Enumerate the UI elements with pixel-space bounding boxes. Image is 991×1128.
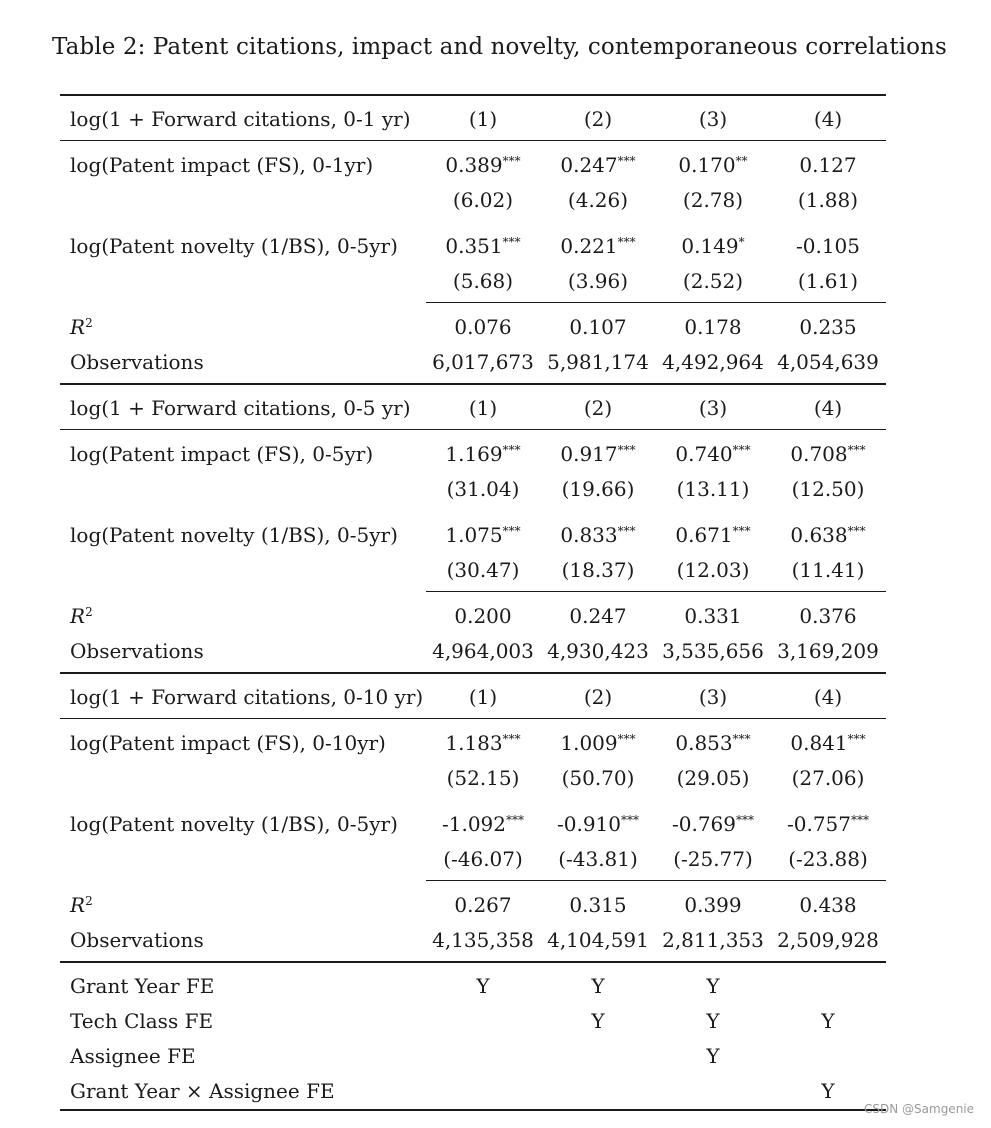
row-label: log(Patent impact (FS), 0-10yr): [70, 731, 386, 755]
coefficient: [768, 522, 888, 548]
t-statistic: (1.88): [797, 188, 859, 212]
fixed-effect-mark: Y: [591, 1009, 605, 1033]
panel-top-rule: [60, 383, 886, 385]
r-squared-value: 0.200: [454, 604, 512, 628]
fixed-effect-mark: Y: [476, 974, 490, 998]
significance-stars: ***: [847, 524, 866, 538]
coefficient: [653, 522, 773, 548]
coefficient: [423, 730, 543, 756]
significance-stars: ***: [851, 813, 869, 827]
column-header: (4): [813, 107, 843, 131]
column-header: (3): [698, 396, 728, 420]
t-statistic: (12.03): [676, 558, 750, 582]
fixed-effect-label: Tech Class FE: [70, 1009, 214, 1033]
header-rule: [60, 429, 886, 430]
coefficient-value: -0.105: [795, 234, 860, 258]
panel-header: log(1 + Forward citations, 0-5 yr): [70, 396, 411, 420]
t-statistic: (18.37): [561, 558, 635, 582]
significance-stars: ***: [502, 524, 521, 538]
observations-value: 6,017,673: [432, 350, 534, 374]
coefficient: [768, 811, 888, 837]
coefficient-value: 1.183: [445, 731, 503, 755]
column-header: (4): [813, 685, 843, 709]
coefficient: [423, 522, 543, 548]
significance-stars: ***: [506, 813, 524, 827]
coefficient-value: -0.910: [556, 812, 621, 836]
t-statistic: (27.06): [791, 766, 865, 790]
panel-header: log(1 + Forward citations, 0-1 yr): [70, 107, 411, 131]
t-statistic: (3.96): [567, 269, 629, 293]
fixed-effect-mark: Y: [706, 1044, 720, 1068]
significance-stars: ***: [732, 524, 751, 538]
column-header: (1): [468, 685, 498, 709]
column-header: (3): [698, 107, 728, 131]
t-statistic: (1.61): [797, 269, 859, 293]
panel-header: log(1 + Forward citations, 0-10 yr): [70, 685, 424, 709]
fixed-effect-mark: Y: [591, 974, 605, 998]
r-squared-value: 0.076: [454, 315, 512, 339]
observations-value: 4,054,639: [777, 350, 879, 374]
coefficient: [768, 152, 888, 178]
t-statistic: (4.26): [567, 188, 629, 212]
significance-stars: ***: [617, 732, 636, 746]
significance-stars: ***: [502, 154, 521, 168]
significance-stars: ***: [502, 732, 521, 746]
stats-rule: [426, 302, 886, 303]
t-statistic: (50.70): [561, 766, 635, 790]
fixed-effect-mark: Y: [706, 1009, 720, 1033]
t-statistic: (6.02): [452, 188, 514, 212]
t-statistic: (12.50): [791, 477, 865, 501]
observations-value: 4,964,003: [432, 639, 534, 663]
observations-value: 4,492,964: [662, 350, 764, 374]
observations-value: 4,930,423: [547, 639, 649, 663]
r-squared-value: 0.235: [799, 315, 857, 339]
observations-value: 2,509,928: [777, 928, 879, 952]
r-squared-value: 0.247: [569, 604, 627, 628]
fixed-effect-mark: Y: [821, 1079, 835, 1103]
fixed-effect-mark: Y: [706, 974, 720, 998]
r-squared-exponent: 2: [85, 316, 93, 330]
panel-top-rule: [60, 672, 886, 674]
observations-value: 4,135,358: [432, 928, 534, 952]
coefficient: [538, 730, 658, 756]
coefficient: [423, 811, 543, 837]
t-statistic: (2.52): [682, 269, 744, 293]
r-squared-value: 0.107: [569, 315, 627, 339]
observations-value: 2,811,353: [662, 928, 764, 952]
panel-top-rule: [60, 94, 886, 96]
significance-stars: ***: [847, 443, 866, 457]
coefficient: [538, 811, 658, 837]
observations-label: Observations: [70, 350, 204, 374]
r-squared-exponent: 2: [85, 894, 93, 908]
coefficient-value: 0.833: [560, 523, 618, 547]
t-statistic: (29.05): [676, 766, 750, 790]
significance-stars: **: [735, 154, 748, 168]
coefficient: [423, 152, 543, 178]
r-squared-label: [70, 603, 93, 629]
t-statistic: (19.66): [561, 477, 635, 501]
coefficient-value: 0.638: [790, 523, 848, 547]
table-caption: Table 2: Patent citations, impact and novelty, contemporaneous correlations: [52, 34, 947, 60]
fixed-effect-label: Grant Year FE: [70, 974, 215, 998]
coefficient-value: 0.853: [675, 731, 733, 755]
t-statistic: (2.78): [682, 188, 744, 212]
observations-value: 5,981,174: [547, 350, 649, 374]
r-squared-value: 0.331: [684, 604, 742, 628]
t-statistic: (-23.88): [788, 847, 868, 871]
r-squared-value: 0.178: [684, 315, 742, 339]
t-statistic: (31.04): [446, 477, 520, 501]
column-header: (2): [583, 107, 613, 131]
t-statistic: (11.41): [791, 558, 865, 582]
r-squared-label: [70, 314, 93, 340]
header-rule: [60, 140, 886, 141]
column-header: (3): [698, 685, 728, 709]
coefficient: [538, 441, 658, 467]
coefficient-value: -0.757: [786, 812, 851, 836]
coefficient-value: 0.351: [445, 234, 503, 258]
t-statistic: (-46.07): [443, 847, 523, 871]
stats-rule: [426, 591, 886, 592]
r-squared-value: 0.267: [454, 893, 512, 917]
coefficient-value: 0.389: [445, 153, 503, 177]
coefficient: [768, 730, 888, 756]
coefficient: [653, 233, 773, 259]
row-label: log(Patent novelty (1/BS), 0-5yr): [70, 812, 398, 836]
t-statistic: (13.11): [676, 477, 750, 501]
observations-value: 4,104,591: [547, 928, 649, 952]
t-statistic: (-43.81): [558, 847, 638, 871]
coefficient: [538, 522, 658, 548]
coefficient: [768, 233, 888, 259]
r-squared-symbol: R: [70, 893, 86, 917]
coefficient-value: 0.127: [799, 153, 857, 177]
watermark: CSDN @Samgenie: [864, 1102, 975, 1116]
significance-stars: ***: [617, 524, 636, 538]
fixed-effects-rule: [60, 961, 886, 963]
r-squared-value: 0.399: [684, 893, 742, 917]
column-header: (2): [583, 396, 613, 420]
coefficient-value: 1.009: [560, 731, 618, 755]
coefficient-value: -1.092: [441, 812, 506, 836]
table-bottom-rule: [60, 1109, 886, 1111]
observations-label: Observations: [70, 928, 204, 952]
coefficient: [423, 441, 543, 467]
coefficient-value: 0.841: [790, 731, 848, 755]
row-label: log(Patent novelty (1/BS), 0-5yr): [70, 523, 398, 547]
significance-stars: ***: [736, 813, 754, 827]
r-squared-value: 0.376: [799, 604, 857, 628]
coefficient-value: 0.671: [675, 523, 733, 547]
coefficient-value: 0.740: [675, 442, 733, 466]
coefficient-value: 1.075: [445, 523, 503, 547]
coefficient: [653, 730, 773, 756]
column-header: (2): [583, 685, 613, 709]
r-squared-exponent: 2: [85, 605, 93, 619]
significance-stars: ***: [617, 443, 636, 457]
column-header: (1): [468, 396, 498, 420]
coefficient: [653, 441, 773, 467]
fixed-effect-mark: Y: [821, 1009, 835, 1033]
column-header: (1): [468, 107, 498, 131]
coefficient: [653, 152, 773, 178]
coefficient-value: 0.149: [681, 234, 739, 258]
significance-stars: ***: [502, 443, 521, 457]
r-squared-value: 0.315: [569, 893, 627, 917]
observations-label: Observations: [70, 639, 204, 663]
coefficient-value: 0.247: [560, 153, 618, 177]
r-squared-symbol: R: [70, 604, 86, 628]
t-statistic: (5.68): [452, 269, 514, 293]
row-label: log(Patent impact (FS), 0-1yr): [70, 153, 374, 177]
column-header: (4): [813, 396, 843, 420]
coefficient-value: 0.708: [790, 442, 848, 466]
r-squared-symbol: R: [70, 315, 86, 339]
significance-stars: *: [738, 235, 745, 249]
coefficient-value: -0.769: [671, 812, 736, 836]
significance-stars: ***: [617, 154, 636, 168]
observations-value: 3,535,656: [662, 639, 764, 663]
coefficient-value: 1.169: [445, 442, 503, 466]
fixed-effect-label: Grant Year × Assignee FE: [70, 1079, 335, 1103]
significance-stars: ***: [617, 235, 636, 249]
header-rule: [60, 718, 886, 719]
coefficient-value: 0.917: [560, 442, 618, 466]
significance-stars: ***: [621, 813, 639, 827]
row-label: log(Patent impact (FS), 0-5yr): [70, 442, 374, 466]
significance-stars: ***: [732, 443, 751, 457]
r-squared-label: [70, 892, 93, 918]
t-statistic: (-25.77): [673, 847, 753, 871]
row-label: log(Patent novelty (1/BS), 0-5yr): [70, 234, 398, 258]
coefficient: [423, 233, 543, 259]
coefficient: [768, 441, 888, 467]
coefficient: [538, 233, 658, 259]
observations-value: 3,169,209: [777, 639, 879, 663]
coefficient: [538, 152, 658, 178]
r-squared-value: 0.438: [799, 893, 857, 917]
coefficient: [653, 811, 773, 837]
significance-stars: ***: [732, 732, 751, 746]
significance-stars: ***: [847, 732, 866, 746]
t-statistic: (52.15): [446, 766, 520, 790]
stats-rule: [426, 880, 886, 881]
t-statistic: (30.47): [446, 558, 520, 582]
coefficient-value: 0.170: [678, 153, 736, 177]
significance-stars: ***: [502, 235, 521, 249]
coefficient-value: 0.221: [560, 234, 618, 258]
fixed-effect-label: Assignee FE: [70, 1044, 196, 1068]
